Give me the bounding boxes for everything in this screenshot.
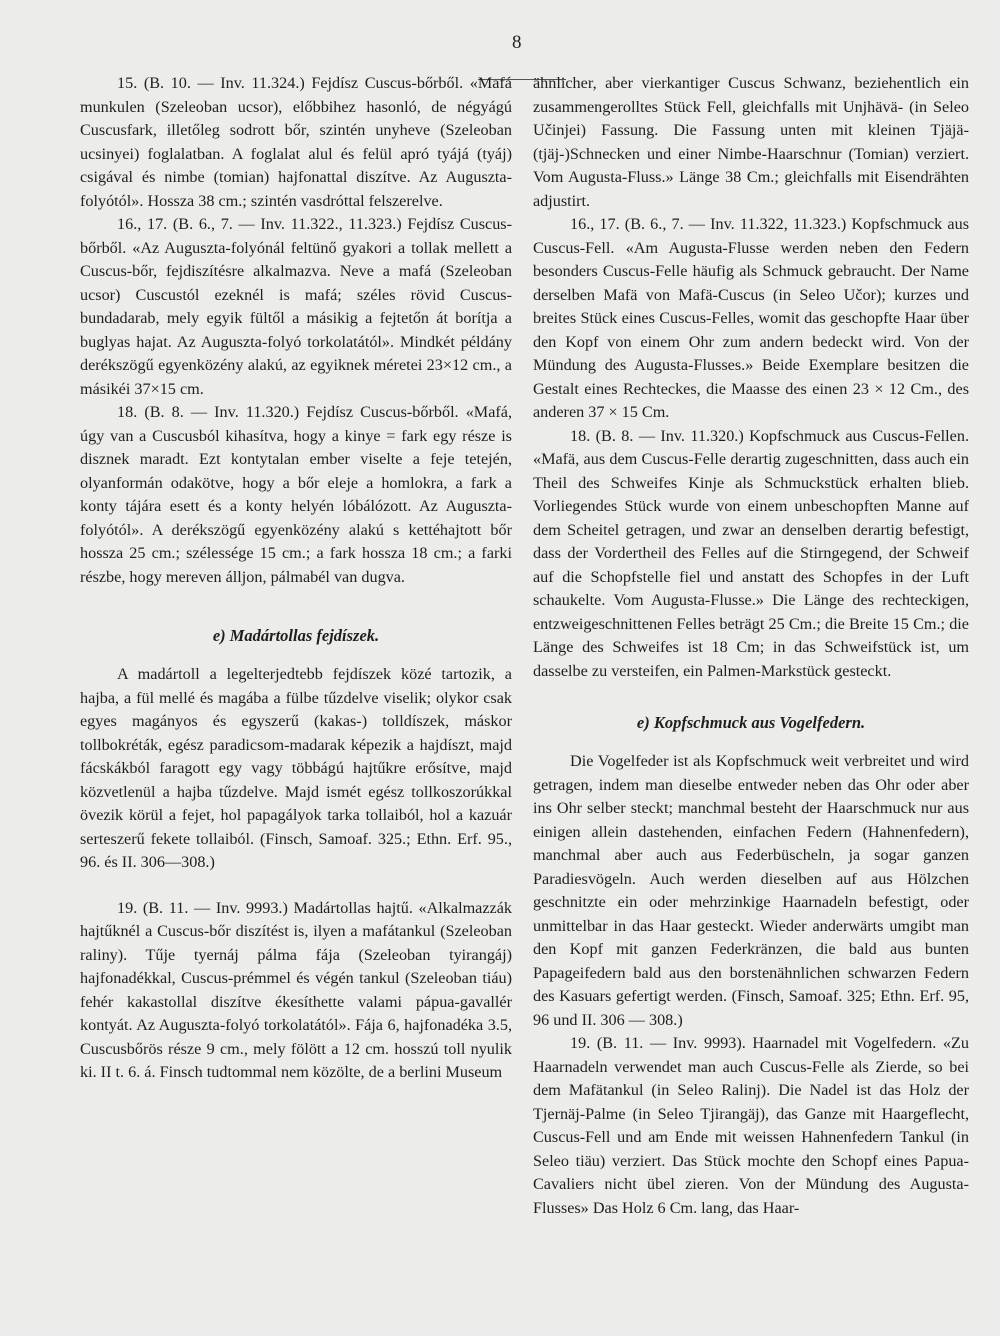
intro-paragraph-hu: A madártoll a legelterjedtebb fejdíszek közé tartozik, a hajba, a fül mellé és magába a fülbe tűzdelve viselik; olykor csak egyes magányos és egyszerű (kakas-) tolldíszek, máskor tollbokréták, egész paradicsom-madarak képezik a hajdíszt, majd fácskákból faragott egy vagy többágú hajtűkre erősítve, majd közvetlenül a hajba tűzdelve. Majd ismét egész tollkoszorúkkal övezik körül a fejet, hol papagályok tarka tollaiból, hol a kazuár serteszerű fekete tollaiból. (Finsch, Samoaf. 325.; Ethn. Erf. 95., 96. és II. 306—308.) [80,665,512,871]
hungarian-column [80,72,512,1085]
entry-19-de: 19. (B. 11. — Inv. 9993). Haarnadel mit Vogelfedern. «Zu Haarnadeln verwendet man auch Cuscus-Felle als Zierde, so bei dem Mafätankul (in Seleo Ralinj). Die Nadel ist das Holz der Tjernäj-Palme (in Seleo Tjirangäj), das Ganze mit Haargeflecht, Cuscus-Fell und am Ende mit weissen Hahnenfedern Tankul (in Seleo tiäu) verziert. Das Stück mochte den Schopf eines Papua-Cavaliers nicht übel zieren. Von der Mündung des Augusta-Flusses» Das Holz 6 Cm. lang, das Haar- [533,1034,969,1217]
entry-18-de: 18. (B. 8. — Inv. 11.320.) Kopfschmuck aus Cuscus-Fellen. «Mafä, aus dem Cuscus-Felle derartig zugeschnitten, dass auch ein Theil des Schweifes Kinje als Schmuckstück erhalten blieb. Vorliegendes Stück wurde von einem unbeschopften Manne auf dem Scheitel getragen, und zwar an denselben derartig befestigt, dass der Vordertheil des Felles auf die Stirngegend, der Schweif auf die Schopfstelle fiel und anstatt des Schopfes in der Luft schaukelte. Vom Augusta-Flusse.» Die Länge des rechteckigen, entzweigeschnittenen Felles beträgt 25 Cm.; die Breite 15 Cm.; die Länge des Schweifes ist 18 Cm; in das Schweifstück ist, um dasselbe zu versteifen, ein Palmen-Markstück gesteckt. [533,426,969,680]
intro-paragraph-de: Die Vogelfeder ist als Kopfschmuck weit verbreitet und wird getragen, indem man dieselbe entweder neben das Ohr oder aber ins Ohr selber steckt; manchmal besteht der Haarschmuck nur aus einigen allein dastehenden, einfachen Federn (Hahnenfedern), manchmal aber auch aus Federbüscheln, ja sogar ganzen Paradiesvögeln. Auch werden dieselben auf aus Hölzchen geschnitzte ein oder mehrzinkige Haarnadeln befestigt, oder unmittelbar in das Haar gesteckt. Wieder anderwärts umgibt man den Kopf mit ganzen Federkränzen, die bald aus bunten Papageifedern bald aus den borstenähnlichen schwarzen Federn des Kasuars gefertigt werden. (Finsch, Samoaf. 325; Ethn. Erf. 95, 96 und II. 306 — 308.) [533,752,969,1029]
entry-19-hu: 19. (B. 11. — Inv. 9993.) Madártollas hajtű. «Alkalmazzák hajtűknél a Cuscus-bőr diszítést is, ilyen a mafátankul (Szeleoban raliny). Tűje tyernáj pálma fája (Szeleoban tyirangáj) hajfonadékkal, Cuscus-prémmel és végén tankul (Szeleoban tiáu) fehér kakastollal diszítve ékesíthette valami pápua-gavallér kontyát. Az Auguszta-folyó torkolatától». Fája 6, hajfonadéka 3.5, Cuscusbőrös része 9 cm., mely fölött a 12 cm. hosszú toll nyulik ki. II t. 6. á. Finsch tudtommal nem közölte, de a berlini Museum [80,898,512,1081]
section-heading-de: e) Kopfschmuck aus Vogelfedern. [636,713,866,732]
entry-18-hu: 18. (B. 8. — Inv. 11.320.) Fejdísz Cuscus-bőrből. «Mafá, úgy van a Cuscusból kihasítva, hogy a kinye = fark egy része is disznek maradt. Ezt kontytalan ember viselte a feje tetején, olyanformán odakötve, hogy a bőr eleje a homlokra, a fark a konty tájára esett és a konty helyén lóbálózott. Az Auguszta-folyótól». A derékszögű egyenközény alakú s kettéhajtott bőr hossza 25 cm.; szélessége 15 cm.; a fark hossza 18 cm.; a farki részbe, hogy mereven álljon, pálmabél van dugva. [80,403,512,586]
german-column [533,72,969,1220]
entry-16-17-de: 16., 17. (B. 6., 7. — Inv. 11.322, 11.323.) Kopfschmuck aus Cuscus-Fell. «Am Augusta-Flusse werden neben den Federn besonders Cuscus-Felle häufig als Schmuck gebraucht. Der Name derselben Mafä von Mafä-Cuscus (in Seleo Učor); kurzes und breites Stück eines Cuscus-Felles, womit das geschopfte Haar über den Kopf von einem Ohr zum andern bedeckt wird. Von der Mündung des Augusta-Flusses.» Beide Exemplare besitzen die Gestalt eines Rechteckes, die Maasse des einen 23 × 12 Cm., des anderen 37 × 15 Cm. [533,215,969,421]
entry-15-hu: 15. (B. 10. — Inv. 11.324.) Fejdísz Cuscus-bőrből. «Mafá munkulen (Szeleoban ucsor), előbbihez hasonló, de négyágú Cuscusfark, illetőleg sodrott bőr, szintén unyheve (Szeleoban ucsinyei) foglalatban. A foglalat alul és felül apró tyájá (tyáj) csigával és nimbe (tomian) hajfonattal diszítve. Az Auguszta-folyótól». Hossza 38 cm.; szintén vasdróttal felszerelve. [80,74,512,210]
entry-15-de-continued: ähnlicher, aber vierkantiger Cuscus Schwanz, beziehentlich ein zusammengerolltes Stück Fell, gleichfalls mit Unjhävä- (in Seleo Učinjei) Fassung. Die Fassung unten mit kleinen Tjäjä-(tjäj-)Schnecken und einer Nimbe-Haarschnur (Tomian) verziert. Vom Augusta-Fluss.» Länge 38 Cm.; gleichfalls mit Eisendrähten adjustirt. [533,74,969,210]
page-number: 8 [512,32,522,53]
section-heading-hu: e) Madártollas fejdíszek. [212,626,380,645]
entry-16-17-hu: 16., 17. (B. 6., 7. — Inv. 11.322., 11.323.) Fejdísz Cuscus-bőrből. «Az Auguszta-folyónál feltünő gyakori a tollak mellett a Cuscus-bőr, fejdiszítésre alkalmazva. Neve a mafá (Szeleoban ucsor) Cuscustól ezeknél is mafá; széles rövid Cuscus-bundadarab, mely egyik fültől a másikig a fejtetőn át borítja a buglyas hajat. Az Auguszta-folyó torkolatától». Mindkét példány derékszögű egyenközény alakú, az egyiknek méretei 23×12 cm., a másikéi 37×15 cm. [80,215,512,398]
